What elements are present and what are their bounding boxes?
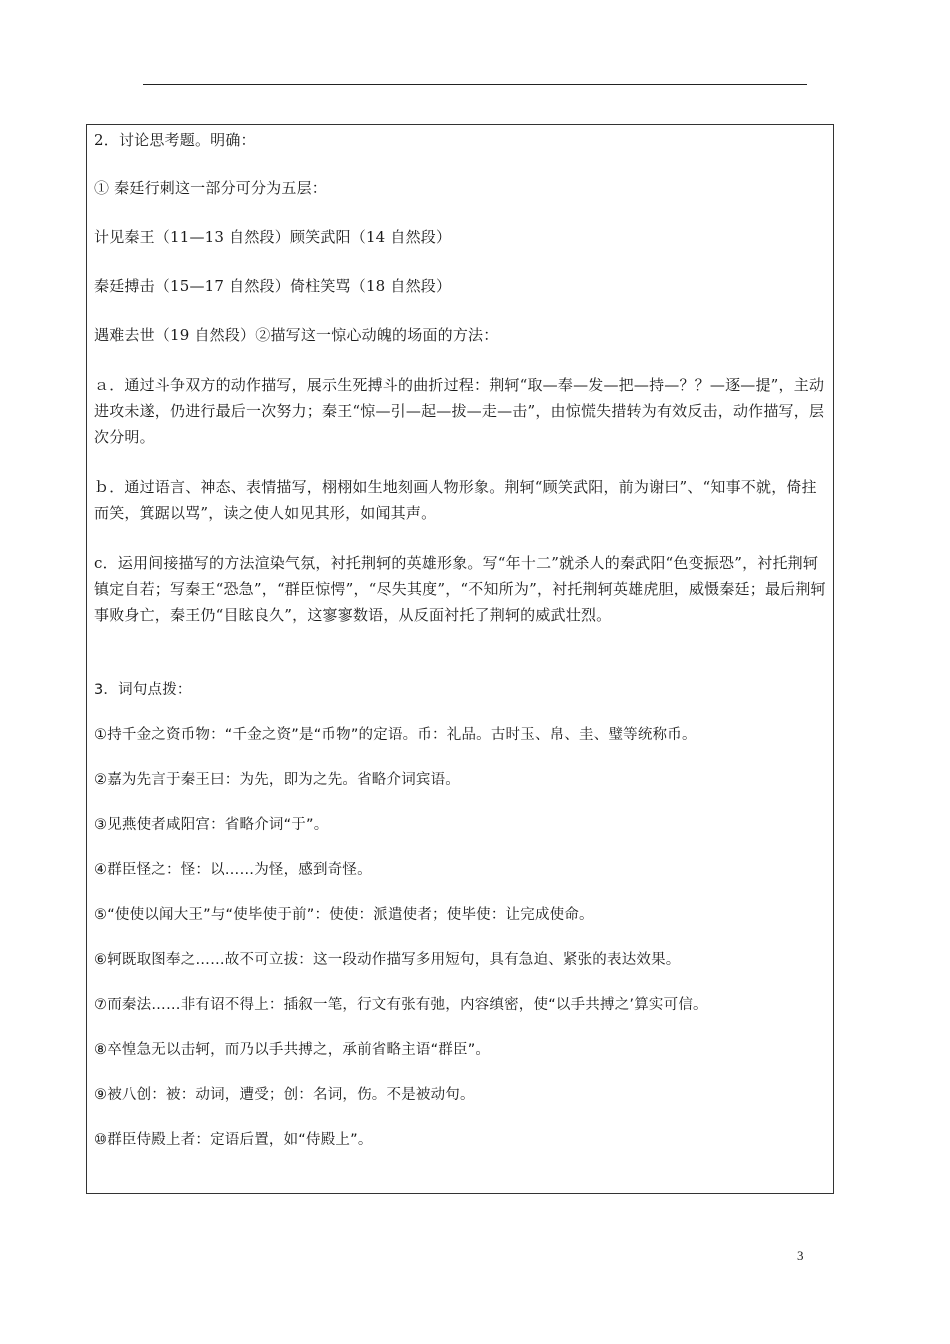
note-item-4: ④群臣怪之：怪：以……为怪，感到奇怪。	[94, 862, 372, 878]
note-item-9: ⑨被八创：被：动词，遭受；创：名词，伤。不是被动句。	[94, 1087, 475, 1103]
layers-line-2: 秦廷搏击（15—17 自然段）倚柱笑骂（18 自然段）	[94, 277, 452, 295]
note-item-1: ①持千金之资币物：“千金之资”是“币物”的定语。币：礼品。古时玉、帛、圭、璧等统称币。	[94, 727, 697, 743]
paragraph-b: ｂ．通过语言、神态、表情描写，栩栩如生地刻画人物形象。荆轲“顾笑武阳，前为谢曰”、“知事不就，倚拄而笑，箕踞以骂”，读之使人如见其形，如闻其声。	[94, 478, 817, 522]
note-item-6: ⑥轲既取图奉之……故不可立拔：这一段动作描写多用短句，具有急迫、紧张的表达效果。	[94, 952, 681, 968]
q1-text: ① 秦廷行刺这一部分可分为五层：	[94, 179, 327, 197]
page-number: 3	[797, 1248, 804, 1263]
paragraph-a: ａ．通过斗争双方的动作描写，展示生死搏斗的曲折过程：荆轲“取—奉—发—把—持—？？—逐—提”，主动进攻未遂，仍进行最后一次努力；秦王“惊—引—起—拔—走—击”，由惊慌失措转为有效反击，动作描写，层次分明。	[94, 376, 825, 446]
note-item-10: ⑩群臣侍殿上者：定语后置，如“侍殿上”。	[94, 1132, 373, 1148]
note-item-5: ⑤“使使以闻大王”与“使毕使于前”：使使：派遣使者；使毕使：让完成使命。	[94, 907, 594, 923]
header-rule	[143, 84, 807, 85]
note-item-2: ②嘉为先言于秦王曰：为先，即为之先。省略介词宾语。	[94, 772, 460, 788]
layers-line-1: 计见秦王（11—13 自然段）顾笑武阳（14 自然段）	[94, 228, 452, 246]
section3-heading: 3．词句点拨：	[94, 682, 192, 698]
note-item-3: ③见燕使者咸阳宫：省略介词“于”。	[94, 817, 329, 833]
paragraph-c: c．运用间接描写的方法渲染气氛，衬托荆轲的英雄形象。写“年十二”就杀人的秦武阳“色变振恐”，衬托荆轲镇定自若；写秦王“恐急”，“群臣惊愕”，“尽失其度”，“不知所为”，衬托荆轲英雄虎胆，威慑秦廷；最后荆轲事败身亡，秦王仍“目眩良久”，这寥寥数语，从反面衬托了荆轲的威武壮烈。	[94, 554, 826, 624]
note-item-7: ⑦而秦法……非有诏不得上：插叙一笔，行文有张有弛，内容缜密，使“以手共搏之’算实可信。	[94, 997, 708, 1013]
section2-heading: 2．讨论思考题。明确：	[94, 131, 256, 149]
note-item-8: ⑧卒惶急无以击轲，而乃以手共搏之，承前省略主语“群臣”。	[94, 1042, 491, 1058]
layers-line-3: 遇难去世（19 自然段）②描写这一惊心动魄的场面的方法：	[94, 326, 499, 344]
